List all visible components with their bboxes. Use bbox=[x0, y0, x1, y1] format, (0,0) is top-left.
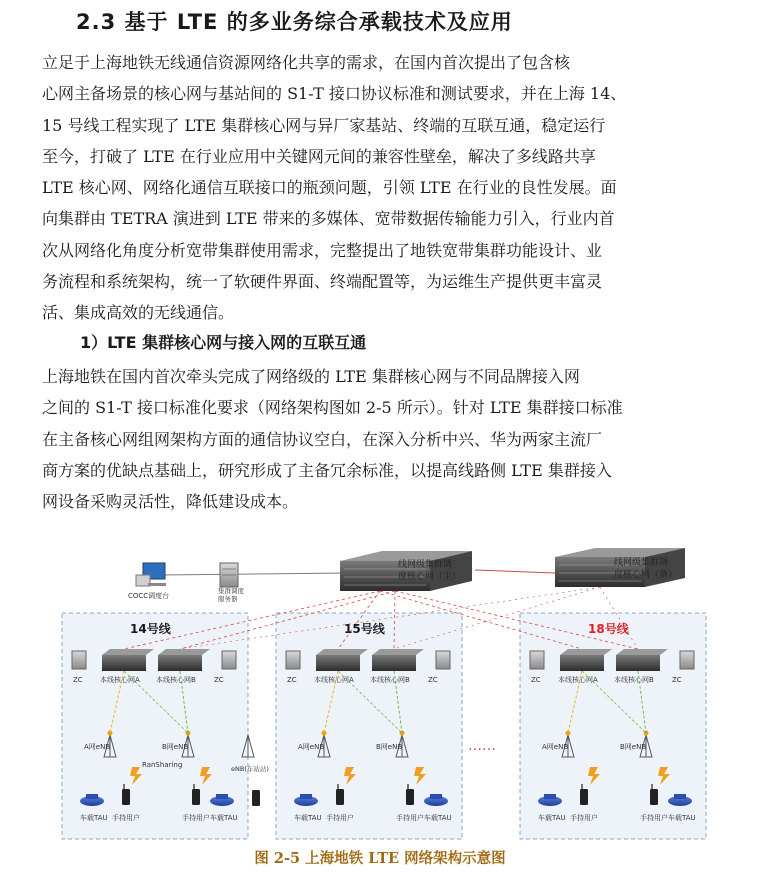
car-tau-label: 车载TAU bbox=[294, 814, 322, 822]
text-line: 活、集成高效的无线通信。 bbox=[42, 303, 235, 323]
enb-label: A网eNB bbox=[542, 743, 569, 751]
core-a-label: 本线核心网A bbox=[100, 676, 140, 684]
server-label-1: 集群调度 bbox=[218, 587, 244, 595]
core-b-label: 本线核心网B bbox=[156, 676, 196, 684]
line-title: 18号线 bbox=[588, 622, 629, 636]
core-redundancy-link bbox=[475, 570, 555, 573]
car-tau-top bbox=[430, 794, 442, 799]
core-b-icon-top bbox=[372, 649, 424, 655]
core-a-icon bbox=[316, 655, 360, 671]
core-main-label-1: 线网级集群调 bbox=[398, 560, 453, 570]
car-tau-label: 车载TAU bbox=[424, 814, 452, 822]
handheld-label: 手持用户 bbox=[112, 814, 140, 822]
core-b-icon-top bbox=[616, 649, 668, 655]
ransharing-label: RanSharing bbox=[142, 761, 183, 769]
text-line: LTE 核心网、网络化通信互联接口的瓶颈问题，引领 LTE 在行业的良性发展。面 bbox=[42, 178, 617, 198]
server-label-2: 服务器 bbox=[218, 595, 238, 603]
network-architecture-figure bbox=[0, 545, 760, 845]
zc-icon bbox=[680, 651, 694, 669]
car-tau-top bbox=[674, 794, 686, 799]
text-line: 上海地铁在国内首次牵头完成了网络级的 LTE 集群核心网与不同品牌接入网 bbox=[42, 367, 580, 386]
handheld-icon bbox=[252, 790, 260, 806]
cocc-link bbox=[160, 573, 345, 575]
car-tau-label: 车载TAU bbox=[668, 814, 696, 822]
line-title: 15号线 bbox=[344, 622, 385, 636]
handheld-label: 手持用户 bbox=[570, 814, 598, 822]
station-enb-label: eNB(车站站) bbox=[231, 765, 269, 773]
enb-label: A网eNB bbox=[298, 743, 325, 751]
core-b-icon-top bbox=[158, 649, 210, 655]
core-main-label-2: 度核心网（主） bbox=[398, 572, 462, 582]
core-b-label: 本线核心网B bbox=[370, 676, 410, 684]
handheld-icon bbox=[336, 789, 344, 805]
car-tau-top bbox=[86, 794, 98, 799]
handheld-icon bbox=[650, 789, 658, 805]
zc-label: ZC bbox=[428, 676, 438, 684]
core-a-label: 本线核心网A bbox=[558, 676, 598, 684]
car-tau-label: 车载TAU bbox=[80, 814, 108, 822]
line-title: 14号线 bbox=[130, 622, 171, 636]
zc-icon bbox=[222, 651, 236, 669]
text-line: 商方案的优缺点基础上，研究形成了主备冗余标准，以提高线路侧 LTE 集群接入 bbox=[42, 460, 612, 480]
trunking-server-icon bbox=[220, 563, 238, 587]
cocc-label: COCC调度台 bbox=[128, 592, 170, 600]
core-backup-label-2: 度核心网（备） bbox=[614, 570, 678, 580]
handheld-icon bbox=[406, 789, 414, 805]
text-line: 15 号线工程实现了 LTE 集群核心网与异厂家基站、终端的互联互通，稳定运行 bbox=[42, 115, 606, 135]
dots: …… bbox=[468, 738, 496, 754]
core-network-main bbox=[340, 551, 472, 591]
zc-label: ZC bbox=[531, 676, 541, 684]
core-b-icon bbox=[616, 655, 660, 671]
text-line: 次从网络化角度分析宽带集群使用需求，完整提出了地铁宽带集群功能设计、业 bbox=[42, 240, 603, 260]
enb-label: A网eNB bbox=[84, 743, 111, 751]
figure-caption: 图 2-5 上海地铁 LTE 网络架构示意图 bbox=[254, 850, 506, 867]
handheld-icon bbox=[192, 789, 200, 805]
text-line: 之间的 S1-T 接口标准化要求（网络架构图如 2-5 所示）。针对 LTE 集群接口标准 bbox=[42, 398, 623, 418]
core-a-icon bbox=[102, 655, 146, 671]
zc-label: ZC bbox=[73, 676, 83, 684]
enb-label: B网eNB bbox=[620, 743, 647, 751]
text-line: 在主备核心网组网架构方面的通信协议空白，在深入分析中兴、华为两家主流厂 bbox=[42, 429, 603, 449]
car-tau-top bbox=[300, 794, 312, 799]
text-line: 至今，打破了 LTE 在行业应用中关键网元间的兼容性壁垒，解决了多线路共享 bbox=[42, 146, 596, 166]
text-line: 向集群由 TETRA 演进到 LTE 带来的多媒体、宽带数据传输能力引入，行业内首 bbox=[42, 209, 615, 229]
car-tau-top bbox=[544, 794, 556, 799]
handheld-label: 手持用户 bbox=[396, 814, 424, 822]
core-a-icon-top bbox=[102, 649, 154, 655]
zc-icon bbox=[530, 651, 544, 669]
core-a-icon bbox=[560, 655, 604, 671]
enb-label: B网eNB bbox=[162, 743, 189, 751]
handheld-label: 手持用户 bbox=[326, 814, 354, 822]
text-line: 心网主备场景的核心网与基站间的 S1-T 接口协议标准和测试要求，并在上海 14、 bbox=[42, 84, 627, 104]
core-backup-label-1: 线网级集群调 bbox=[614, 558, 669, 568]
handheld-icon bbox=[122, 789, 130, 805]
core-a-icon-top bbox=[316, 649, 368, 655]
core-b-icon bbox=[372, 655, 416, 671]
handheld-icon bbox=[580, 789, 588, 805]
paragraph-2 bbox=[42, 361, 724, 517]
zc-icon bbox=[72, 651, 86, 669]
zc-label: ZC bbox=[672, 676, 682, 684]
zc-icon bbox=[436, 651, 450, 669]
zc-label: ZC bbox=[214, 676, 224, 684]
cocc-console-icon bbox=[136, 563, 166, 586]
car-tau-label: 车载TAU bbox=[210, 814, 238, 822]
text-line: 立足于上海地铁无线通信资源网络化共享的需求，在国内首次提出了包含核 bbox=[42, 53, 571, 72]
core-a-label: 本线核心网A bbox=[314, 676, 354, 684]
paragraph-1 bbox=[42, 47, 724, 329]
handheld-label: 手持用户 bbox=[640, 814, 668, 822]
core-a-icon-top bbox=[560, 649, 612, 655]
zc-icon bbox=[286, 651, 300, 669]
car-tau-top bbox=[216, 794, 228, 799]
zc-label: ZC bbox=[287, 676, 297, 684]
enb-label: B网eNB bbox=[376, 743, 403, 751]
core-b-label: 本线核心网B bbox=[614, 676, 654, 684]
text-line: 网设备采购灵活性，降低建设成本。 bbox=[42, 492, 299, 512]
subsection-heading: 1）LTE 集群核心网与接入网的互联互通 bbox=[80, 333, 367, 352]
core-b-icon bbox=[158, 655, 202, 671]
text-line: 务流程和系统架构，统一了软硬件界面、终端配置等，为运维生产提供更丰富灵 bbox=[42, 272, 603, 292]
section-heading: 2.3 基于 LTE 的多业务综合承载技术及应用 bbox=[76, 10, 513, 34]
car-tau-label: 车载TAU bbox=[538, 814, 566, 822]
handheld-label: 手持用户 bbox=[182, 814, 210, 822]
